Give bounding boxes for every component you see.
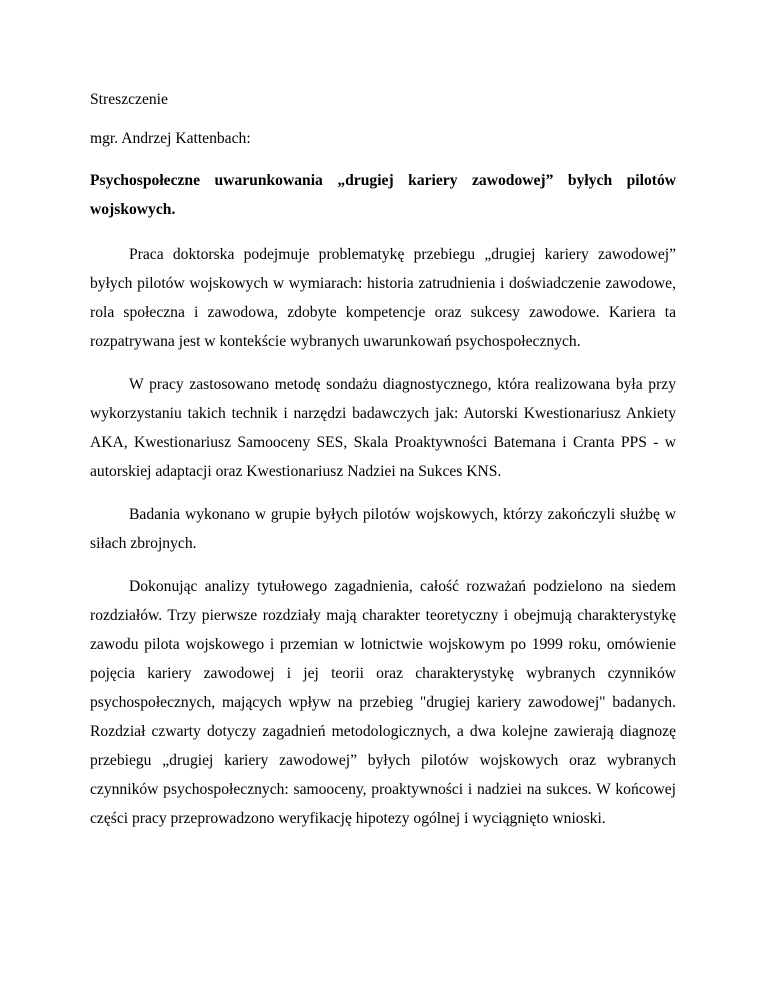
thesis-title: Psychospołeczne uwarunkowania „drugiej kariery zawodowej” byłych pilotów wojskowych.: [90, 172, 676, 218]
document-heading: Streszczenie: [90, 91, 168, 108]
document-page: [90, 88, 676, 847]
paragraph-methods: W pracy zastosowano metodę sondażu diagnostycznego, która realizowana była przy wykorzystaniu takich technik i narzędzi badawczych jak: Autorski Kwestionariusz Ankiety AKA, Kwestionariusz Samooceny SES, Skala Proaktywności Batemana i Cranta PPS - w autorskiej adaptacji oraz Kwestionariusz Nadziei na Sukces KNS.: [90, 376, 676, 480]
paragraph-sample: Badania wykonano w grupie byłych pilotów wojskowych, którzy zakończyli służbę w siłach zbrojnych.: [90, 506, 676, 552]
paragraph-structure: Dokonując analizy tytułowego zagadnienia, całość rozważań podzielono na siedem rozdziałów. Trzy pierwsze rozdziały mają charakter teoretyczny i obejmują charakterystykę zawodu pilota wojskowego i przemian w lotnictwie wojskowym po 1999 roku, omówienie pojęcia kariery zawodowej i jej teorii oraz charakterystykę wybranych czynników psychospołecznych, mających wpływ na przebieg "drugiej kariery zawodowej" badanych. Rozdział czwarty dotyczy zagadnień metodologicznych, a dwa kolejne zawierają diagnozę przebiegu „drugiej kariery zawodowej” byłych pilotów wojskowych oraz wybranych czynników psychospołecznych: samooceny, proaktywności i nadziei na sukces. W końcowej części pracy przeprowadzono weryfikację hipotezy ogólnej i wyciągnięto wnioski.: [90, 578, 676, 827]
author-line: mgr. Andrzej Kattenbach:: [90, 130, 251, 147]
paragraph-intro: Praca doktorska podejmuje problematykę przebiegu „drugiej kariery zawodowej” byłych pilotów wojskowych w wymiarach: historia zatrudnienia i doświadczenie zawodowe, rola społeczna i zawodowa, zdobyte kompetencje oraz sukcesy zawodowe. Kariera ta rozpatrywana jest w kontekście wybranych uwarunkowań psychospołecznych.: [90, 246, 676, 350]
